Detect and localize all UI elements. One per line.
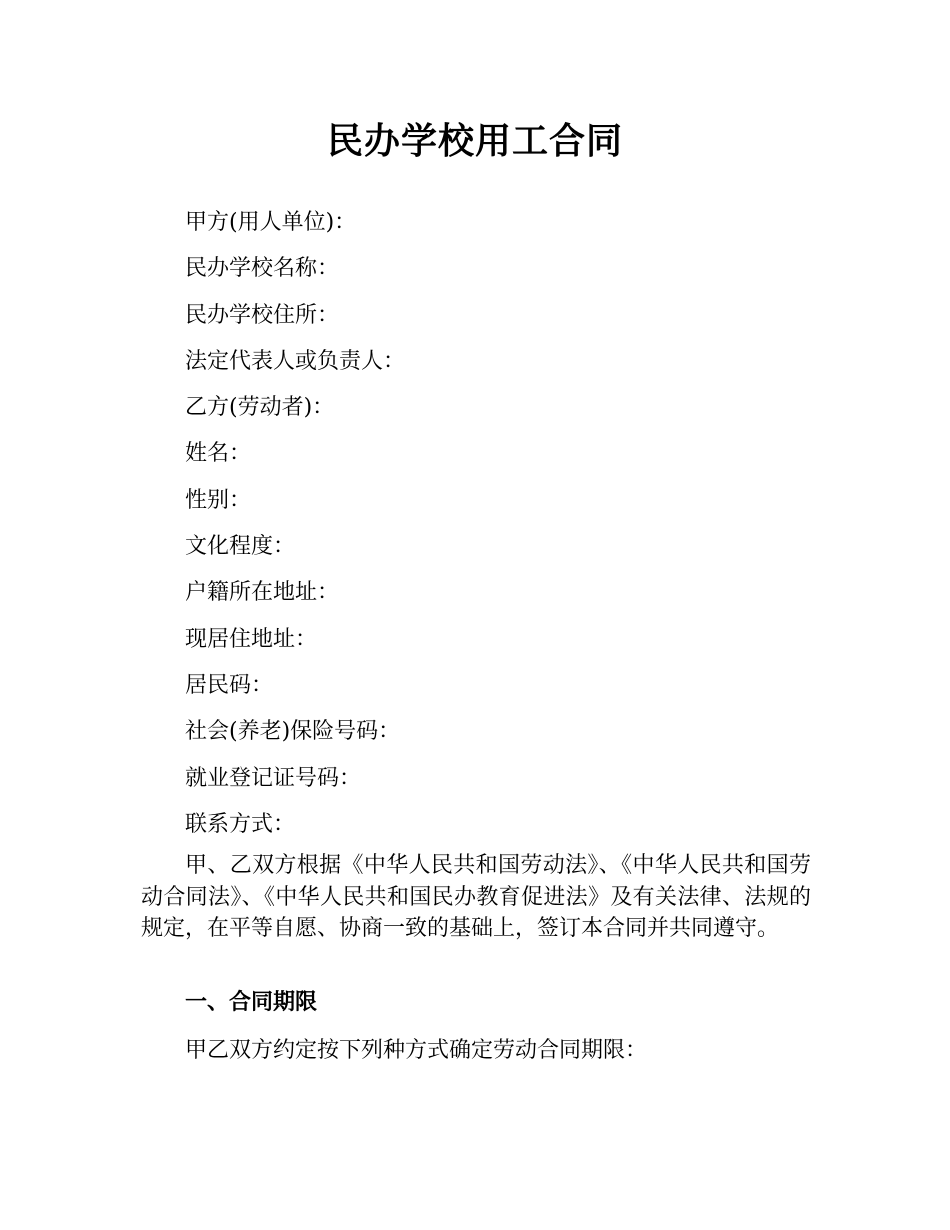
- field-insurance-number: 社会(养老)保险号码：: [185, 719, 401, 745]
- party-info-fields: [185, 200, 825, 848]
- field-gender: 性别：: [185, 487, 252, 513]
- field-school-name: 民办学校名称：: [185, 256, 340, 282]
- section-text-contract-term: 甲乙双方约定按下列种方式确定劳动合同期限：: [185, 1038, 648, 1063]
- field-employment-cert: 就业登记证号码：: [185, 765, 362, 791]
- field-education: 文化程度：: [185, 534, 296, 560]
- field-school-address: 民办学校住所：: [185, 302, 340, 328]
- field-contact: 联系方式：: [185, 811, 296, 837]
- field-party-b: 乙方(劳动者)：: [185, 395, 335, 421]
- field-name: 姓名：: [185, 441, 252, 467]
- field-party-a: 甲方(用人单位)：: [185, 210, 357, 235]
- document-title: 民办学校用工合同: [326, 121, 623, 162]
- field-household-address: 户籍所在地址：: [185, 580, 340, 606]
- field-current-address: 现居住地址：: [185, 626, 318, 652]
- field-resident-code: 居民码：: [185, 672, 274, 698]
- intro-paragraph: 甲、乙双方根据《中华人民共和国劳动法》、《中华人民共和国劳动合同法》、《中华人民共和国民办教育促进法》及有关法律、法规的规定，在平等自愿、协商一致的基础上，签订本合同并共同遵守。: [141, 853, 811, 941]
- section-heading-contract-term: 一、合同期限: [185, 990, 318, 1015]
- field-legal-representative: 法定代表人或负责人：: [185, 348, 406, 374]
